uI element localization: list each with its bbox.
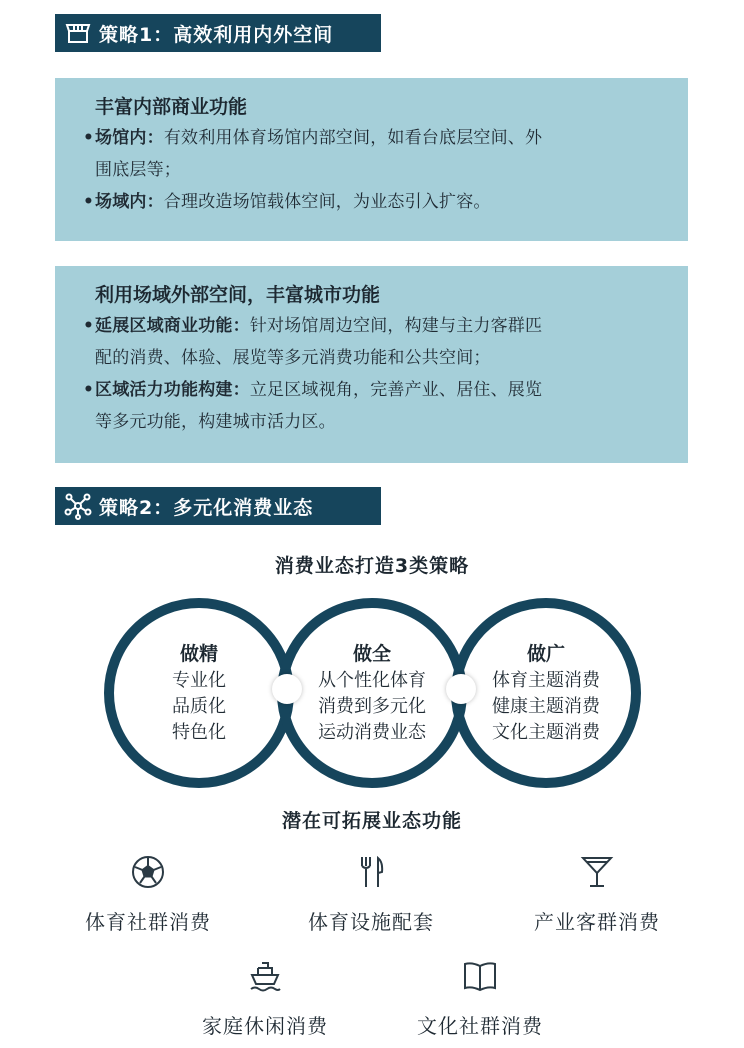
- strategy-circle-complete: [277, 598, 467, 788]
- feature-sports-community: [38, 852, 258, 935]
- bullet-label: 延展区域商业功能：: [95, 316, 250, 336]
- strategy-circle-broaden: [451, 598, 641, 788]
- soccer-ball-icon: [128, 852, 168, 892]
- bullet-text-cont: 围底层等；: [95, 160, 181, 180]
- circle-line: 消费到多元化: [318, 696, 426, 717]
- cruise-ship-icon: [245, 956, 285, 996]
- circle-title: 做广: [526, 643, 565, 665]
- panel1-bullet-1: [81, 122, 670, 186]
- bullet-text: 合理改造场馆载体空间，为业态引入扩容。: [163, 192, 491, 212]
- feature-label: 文化社群消费: [417, 1014, 543, 1038]
- feature-label: 体育设施配套: [308, 910, 434, 934]
- panel-internal-commerce: [55, 78, 688, 241]
- feature-culture-community: [370, 956, 590, 1039]
- circle-line: 运动消费业态: [318, 722, 426, 743]
- features-heading: 潜在可拓展业态功能: [281, 810, 462, 832]
- circle-title: 做精: [179, 643, 218, 665]
- network-icon: [63, 491, 93, 521]
- circle-line: 健康主题消费: [492, 696, 600, 717]
- bullet-dot: •: [83, 128, 95, 148]
- panel-external-space: [55, 266, 688, 463]
- panel2-bullet-2: [81, 374, 670, 438]
- circle-title: 做全: [352, 643, 391, 665]
- circle-line: 体育主题消费: [492, 670, 600, 691]
- panel1-title: 丰富内部商业功能: [95, 96, 248, 118]
- strategy-circle-refine: [104, 598, 294, 788]
- strategy1-banner: [55, 14, 381, 52]
- bullet-text: 有效利用体育场馆内部空间，如看台底层空间、外: [163, 128, 543, 148]
- bullet-text: 立足区域视角，完善产业、居住、展览: [249, 380, 543, 400]
- feature-label: 产业客群消费: [534, 910, 660, 934]
- panel2-bullet-1: [81, 310, 670, 374]
- strategy1-title: 策略1：高效利用内外空间: [99, 23, 334, 46]
- circle-line: 专业化: [172, 670, 226, 691]
- circle-line: 特色化: [172, 722, 226, 743]
- strategy2-title: 策略2：多元化消费业态: [99, 496, 314, 519]
- strategy-heading: 消费业态打造3类策略: [274, 555, 470, 577]
- fork-knife-icon: [351, 852, 391, 892]
- feature-facilities: [261, 852, 481, 935]
- bullet-label: 区域活力功能构建：: [95, 380, 250, 400]
- feature-family-leisure: [155, 956, 375, 1039]
- open-book-icon: [460, 956, 500, 996]
- feature-label: 家庭休闲消费: [202, 1014, 328, 1038]
- feature-industry-clients: [487, 852, 707, 935]
- bullet-label: 场域内：: [95, 192, 164, 212]
- storefront-icon: [63, 18, 93, 48]
- circle-joint: [272, 674, 302, 704]
- strategy2-banner: [55, 487, 381, 525]
- panel1-bullet-2: [81, 186, 670, 218]
- bullet-dot: •: [83, 316, 95, 336]
- cocktail-glass-icon: [577, 852, 617, 892]
- bullet-text-cont: 配的消费、体验、展览等多元消费功能和公共空间；: [95, 348, 491, 368]
- bullet-label: 场馆内：: [95, 128, 164, 148]
- bullet-text: 针对场馆周边空间，构建与主力客群匹: [249, 316, 543, 336]
- bullet-dot: •: [83, 380, 95, 400]
- circle-line: 从个性化体育: [318, 670, 426, 691]
- circle-line: 品质化: [172, 696, 226, 717]
- bullet-text-cont: 等多元功能，构建城市活力区。: [95, 412, 336, 432]
- circle-line: 文化主题消费: [492, 722, 600, 743]
- panel2-title: 利用场域外部空间，丰富城市功能: [95, 284, 381, 306]
- bullet-dot: •: [83, 192, 95, 212]
- circle-joint: [446, 674, 476, 704]
- feature-label: 体育社群消费: [85, 910, 211, 934]
